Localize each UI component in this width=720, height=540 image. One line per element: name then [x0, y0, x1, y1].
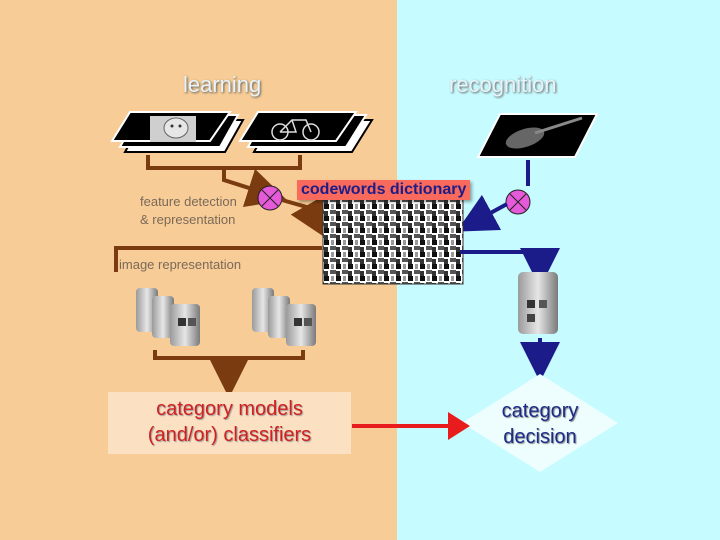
learning-title: learning — [183, 72, 262, 97]
bag-of-words-icon — [252, 288, 316, 346]
bag-of-words-icon — [136, 288, 200, 346]
category-models-label: category models (and/or) classifiers — [147, 398, 312, 446]
category-decision-label: category decision — [501, 400, 579, 448]
image-representation-label: image representation — [119, 257, 242, 272]
violin-image-stack — [478, 114, 597, 157]
dictionary-to-recognition-bag-arrow — [460, 252, 540, 268]
feature-detection-label: feature detection & representation — [140, 194, 237, 227]
red-arrowhead — [448, 412, 470, 440]
face-image-stack — [112, 112, 243, 152]
learning-bags-bracket — [155, 350, 303, 358]
bicycle-image-stack — [240, 112, 372, 152]
node-to-dictionary-arrow — [474, 204, 507, 222]
learning-images-bracket — [148, 155, 300, 168]
recognition-match-node — [506, 190, 530, 214]
bag-of-words-icon — [518, 272, 558, 334]
codewords-dictionary-label: codewords dictionary — [297, 180, 470, 200]
feature-to-dictionary-arrow — [282, 200, 318, 222]
feature-match-node — [258, 186, 282, 210]
codeword-grid-icon — [323, 196, 463, 284]
recognition-title: recognition — [449, 72, 557, 97]
face-image-icon — [150, 116, 196, 142]
